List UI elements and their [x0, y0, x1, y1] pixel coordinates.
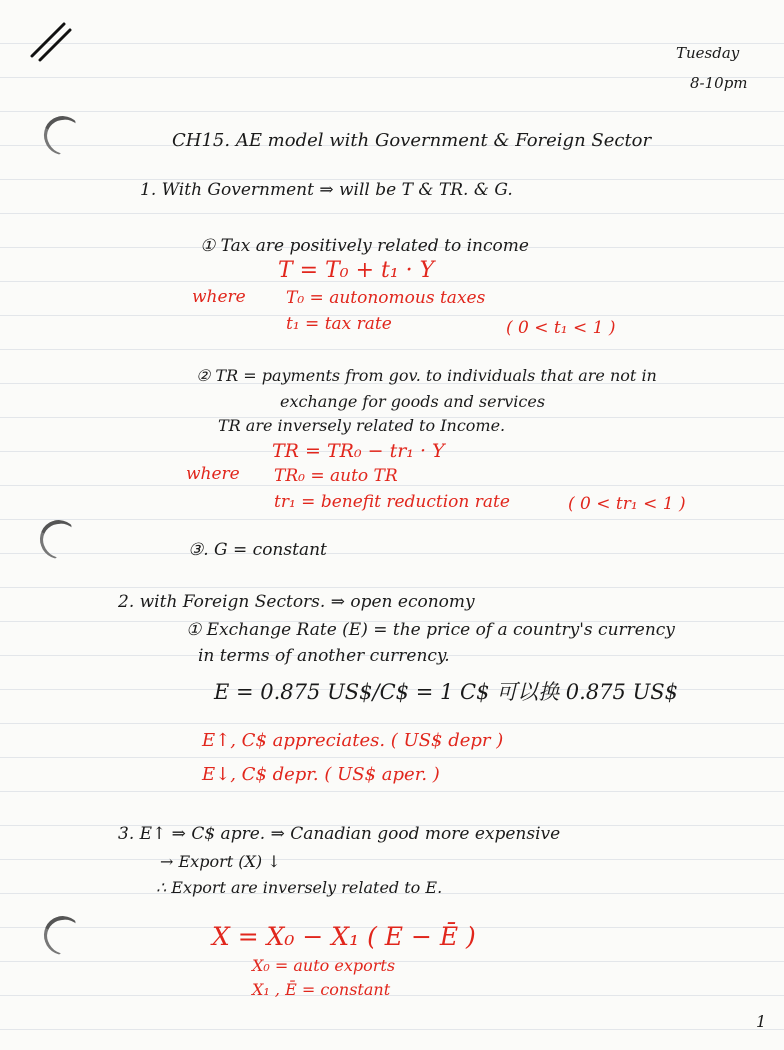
page-number: 1: [756, 1012, 767, 1031]
t1-range: ( 0 < t₁ < 1 ): [506, 318, 616, 338]
tr-relation: TR are inversely related to Income.: [218, 416, 506, 435]
g-constant: ③. G = constant: [188, 540, 327, 560]
section-2-heading: 2. with Foreign Sectors. ⇒ open economy: [118, 592, 475, 612]
exchange-rate-definition-line2: in terms of another currency.: [198, 646, 450, 666]
tr-definition-line1: ② TR = payments from gov. to individuals that are not in: [196, 366, 657, 385]
binder-hole-icon: [38, 911, 87, 961]
section-3-line3: ∴ Export are inversely related to E.: [156, 878, 443, 897]
binder-hole-icon: [34, 515, 83, 565]
header-day: Tuesday: [676, 44, 740, 62]
exchange-rate-equation: E = 0.875 US$/C$ = 1 C$ 可以换 0.875 US$: [214, 680, 679, 704]
tr1-definition: tr₁ = benefit reduction rate: [274, 492, 510, 512]
tr-equation: TR = TR₀ − tr₁ · Y: [272, 440, 445, 462]
section-3-line2: → Export (X) ↓: [160, 852, 281, 871]
where-label-2: where: [186, 464, 240, 484]
t0-definition: T₀ = autonomous taxes: [286, 288, 486, 308]
header-time: 8-10pm: [690, 74, 748, 92]
x1-e-bar-definition: X₁ , Ē = constant: [252, 980, 391, 999]
tr0-definition: TR₀ = auto TR: [274, 466, 398, 486]
binder-hole-icon: [38, 111, 87, 161]
exchange-rate-definition-line1: ① Exchange Rate (E) = the price of a country's currency: [186, 620, 675, 640]
tax-statement: ① Tax are positively related to income: [200, 236, 529, 256]
section-1-heading: 1. With Government ⇒ will be T & TR. & G.: [140, 180, 513, 200]
double-slash-mark: [28, 20, 74, 62]
where-label-1: where: [192, 287, 246, 307]
export-equation: X = X₀ − X₁ ( E − Ē ): [212, 922, 476, 951]
x0-definition: X₀ = auto exports: [252, 956, 396, 975]
tr-definition-line2: exchange for goods and services: [280, 392, 546, 411]
t1-definition: t₁ = tax rate: [286, 314, 392, 334]
e-up-statement: E↑, C$ appreciates. ( US$ depr ): [202, 730, 504, 751]
e-down-statement: E↓, C$ depr. ( US$ aper. ): [202, 764, 440, 785]
page-title: CH15. AE model with Government & Foreign Sector: [172, 130, 652, 151]
section-3-line1: 3. E↑ ⇒ C$ apre. ⇒ Canadian good more expensive: [118, 824, 561, 844]
tax-equation: T = T₀ + t₁ · Y: [278, 258, 435, 283]
tr1-range: ( 0 < tr₁ < 1 ): [568, 494, 686, 514]
